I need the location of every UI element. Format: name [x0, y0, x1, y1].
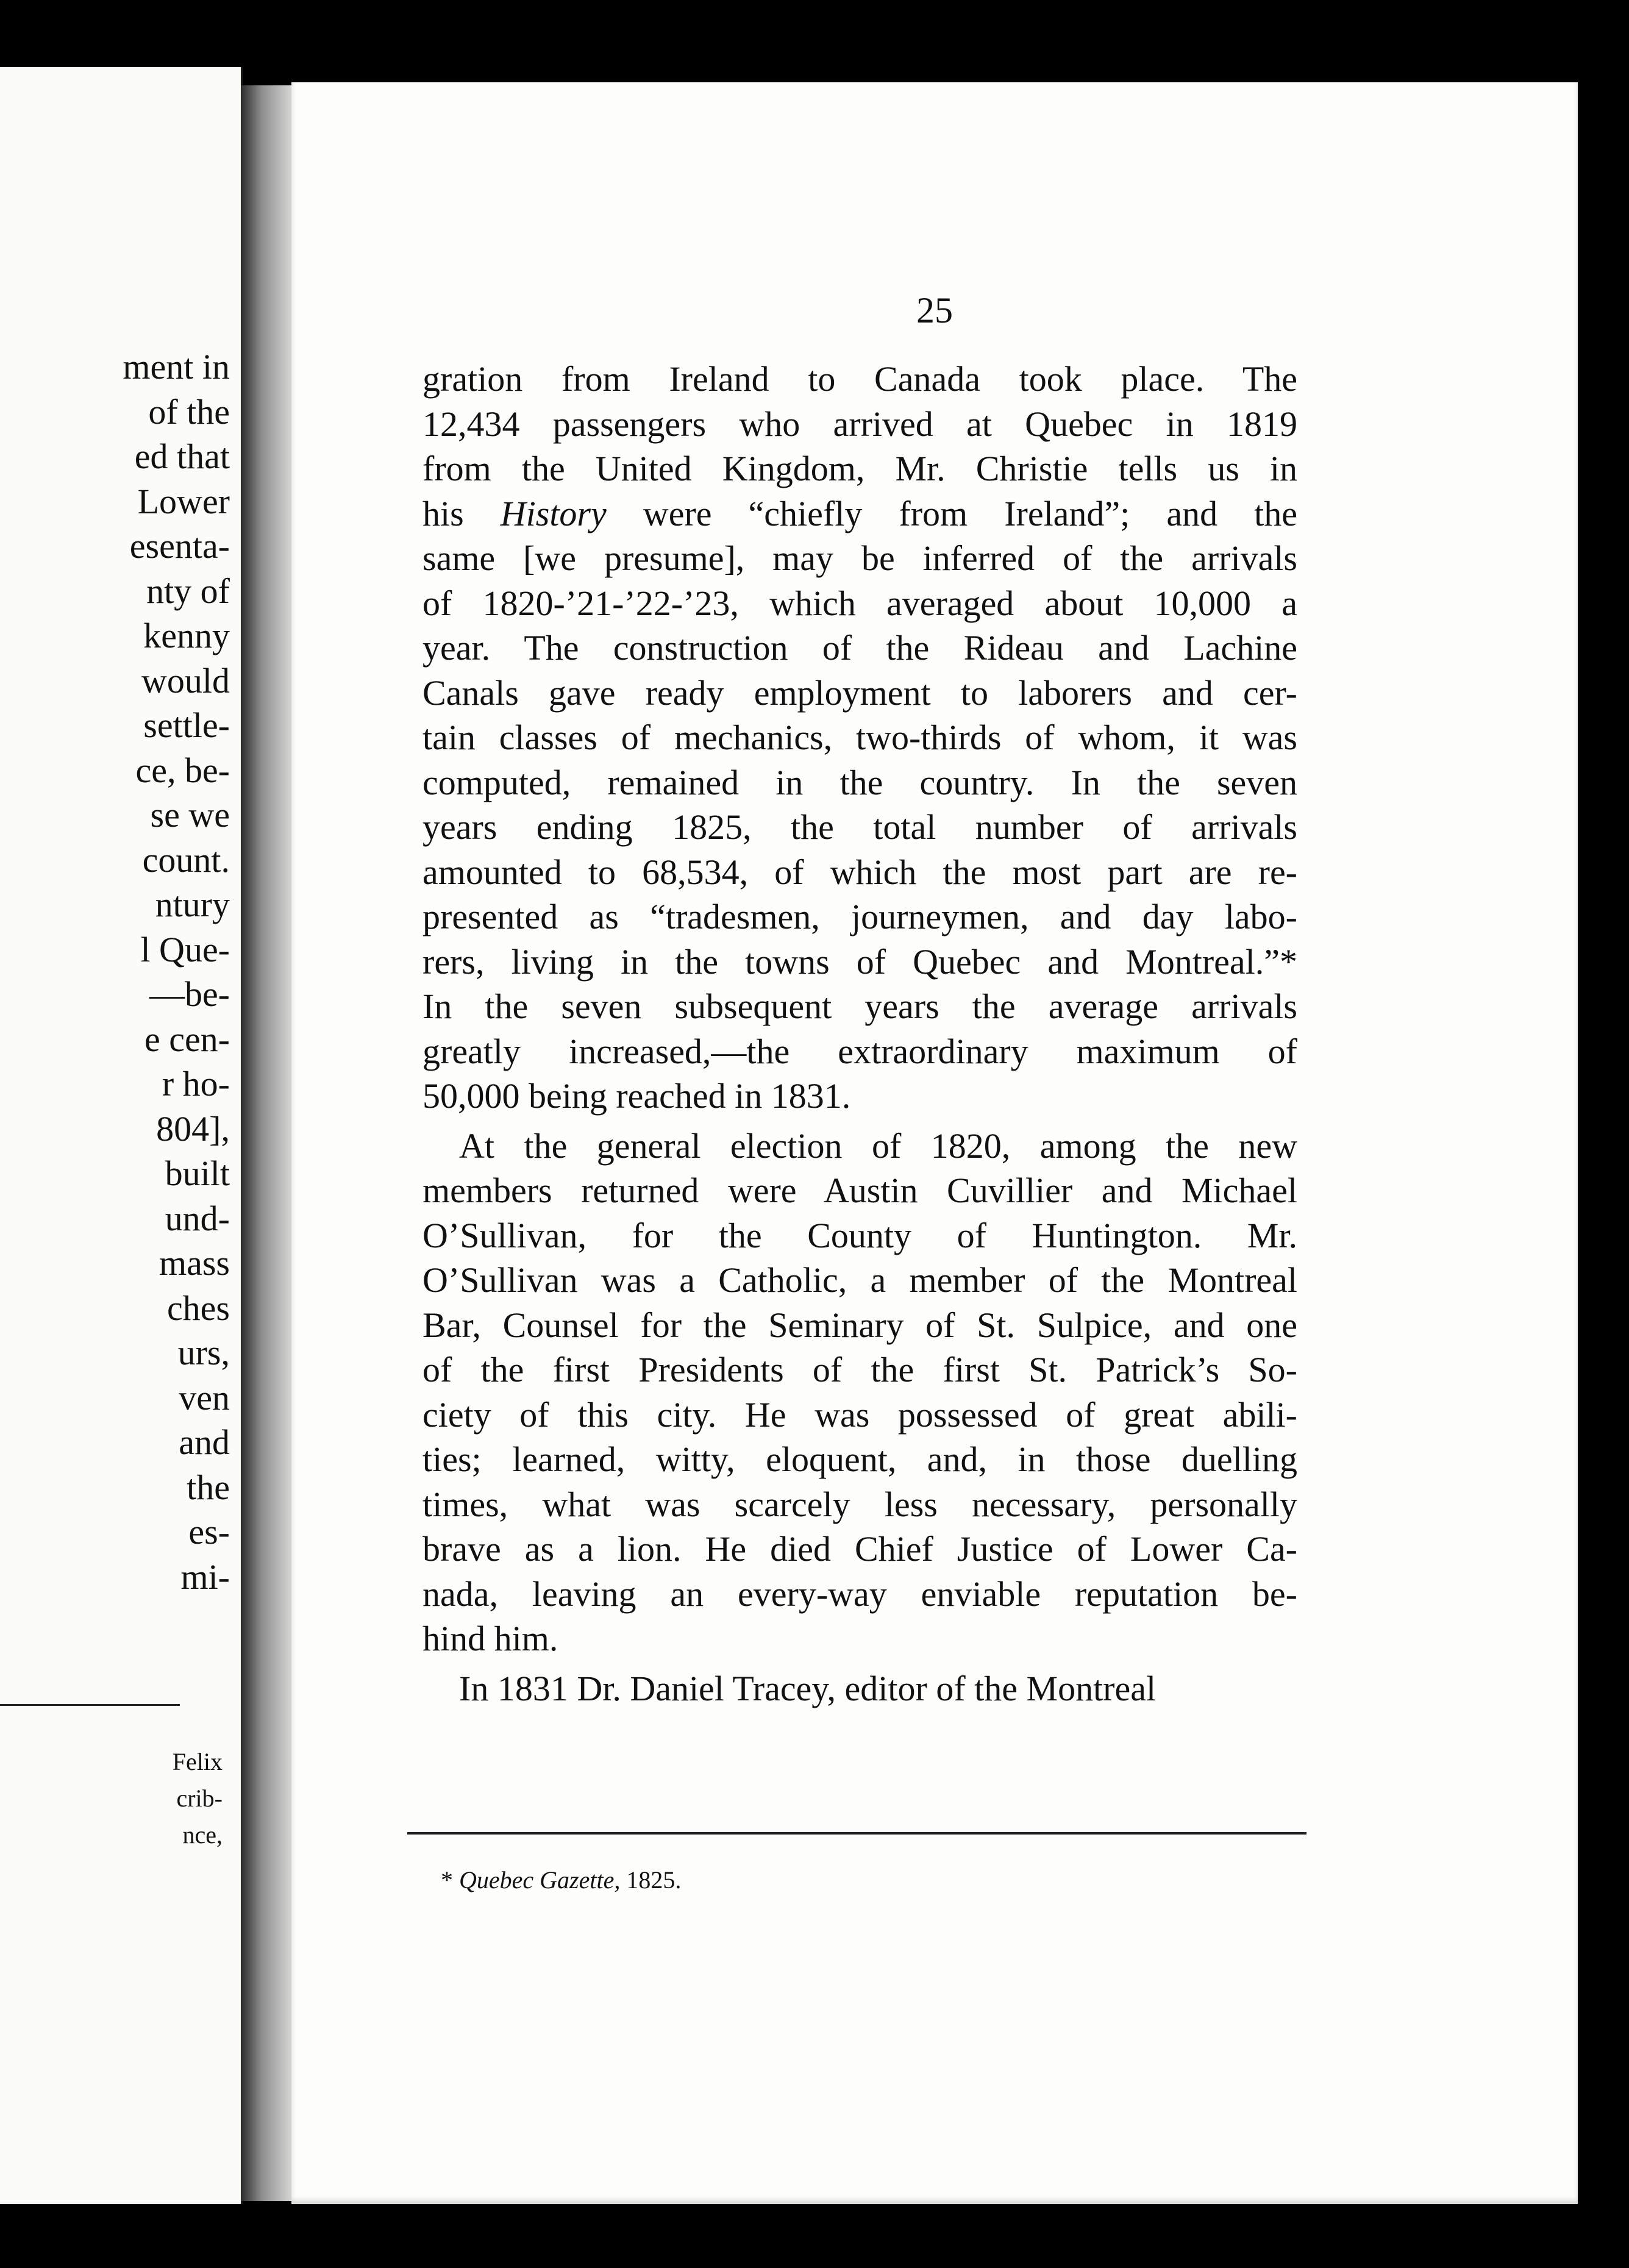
paragraph [422, 1666, 1297, 1711]
page-number: 25 [916, 290, 953, 330]
text-line: computed, remained in the country. In the seven [422, 762, 1297, 802]
text-line: same [we presume], may be inferred of the arrivals [422, 538, 1297, 578]
text-line: rers, living in the towns of Quebec and Montreal.”* [422, 941, 1297, 982]
text-line: 12,434 passengers who arrived at Quebec in 1819 [422, 404, 1297, 444]
previous-page-line: ment in [123, 347, 230, 387]
book-gutter [241, 85, 299, 2201]
text-line: nada, leaving an every-way enviable reputation be- [422, 1574, 1297, 1614]
text-line: O’Sullivan, for the County of Huntington. Mr. [422, 1215, 1297, 1255]
book-page [291, 82, 1578, 2204]
previous-page-line: count. [142, 840, 230, 880]
text-line: members returned were Austin Cuvillier and Michael [422, 1171, 1297, 1210]
previous-page-line: ed that [134, 437, 230, 476]
previous-page-line: of the [148, 391, 230, 432]
previous-page-line: ven [179, 1377, 230, 1417]
previous-page-line: e cen- [144, 1019, 230, 1059]
previous-page-footnote-rule [0, 1704, 180, 1706]
text-line: Bar, Counsel for the Seminary of St. Sulpice, and one [422, 1305, 1297, 1345]
text-line: 50,000 being reached in 1831. [422, 1076, 851, 1116]
footnote-rule [407, 1832, 1306, 1835]
previous-page-line: es- [188, 1512, 230, 1552]
footnote-source: Quebec Gazette, [459, 1866, 621, 1894]
previous-page-line: Lower [137, 481, 230, 521]
body-text [422, 357, 1297, 1711]
previous-page-line: mass [159, 1243, 230, 1283]
text-line: his History were “chiefly from Ireland”; and the [422, 493, 1298, 533]
text-line: greatly increased,—the extraordinary maximum of [422, 1031, 1297, 1071]
previous-page-note-line: crib- [176, 1785, 223, 1812]
footnote-year: 1825. [626, 1866, 682, 1894]
previous-page-line: would [141, 660, 230, 701]
paragraph-gap [422, 1119, 1297, 1124]
previous-page-line: ntury [155, 885, 230, 924]
previous-page-note-line: nce, [182, 1821, 223, 1849]
previous-page-line: mi- [180, 1557, 230, 1597]
paragraph [422, 357, 1297, 1119]
footnote [441, 1866, 681, 1894]
previous-page-line: —be- [149, 974, 230, 1014]
previous-page-line: kenny [143, 616, 230, 655]
previous-page-line: se we [150, 795, 230, 835]
text-line: At the general election of 1820, among the new [459, 1125, 1297, 1166]
previous-page-line: ce, be- [135, 750, 230, 790]
text-line: presented as “tradesmen, journeymen, and day labo- [422, 897, 1297, 936]
previous-page-line: and [179, 1422, 230, 1462]
previous-page-line: esenta- [129, 526, 230, 566]
text-line: of 1820-’21-’22-’23, which averaged about 10,000 a [422, 583, 1297, 623]
previous-page-line: nty of [146, 571, 230, 611]
text-line: year. The construction of the Rideau and Lachine [422, 628, 1297, 668]
text-line: ciety of this city. He was possessed of great abili- [422, 1394, 1297, 1435]
text-line: In 1831 Dr. Daniel Tracey, editor of the Montreal [459, 1668, 1157, 1708]
previous-page [0, 67, 243, 2204]
previous-page-line: urs, [177, 1333, 230, 1372]
previous-page-footnotes [173, 1744, 223, 1853]
text-line: amounted to 68,534, of which the most part are re- [422, 852, 1297, 892]
previous-page-line: l Que- [140, 929, 230, 969]
previous-page-note-line: Felix [172, 1748, 223, 1775]
paragraph-gap [422, 1661, 1297, 1666]
previous-page-line: built [165, 1154, 230, 1193]
previous-page-text [123, 344, 230, 1599]
previous-page-line: r ho- [162, 1064, 230, 1104]
text-line: gration from Ireland to Canada took place. The [422, 359, 1297, 399]
previous-page-line: the [187, 1467, 230, 1507]
text-line: of the first Presidents of the first St. Patrick’s So- [422, 1350, 1297, 1389]
footnote-marker: * [441, 1866, 453, 1894]
text-line: O’Sullivan was a Catholic, a member of the Montreal [422, 1260, 1297, 1300]
previous-page-line: 804], [156, 1108, 230, 1149]
text-line: tain classes of mechanics, two-thirds of whom, it was [422, 718, 1297, 757]
previous-page-line: settle- [143, 705, 230, 745]
text-line: from the United Kingdom, Mr. Christie tells us in [422, 449, 1297, 488]
previous-page-line: und- [165, 1198, 230, 1238]
previous-page-line: ches [166, 1288, 230, 1328]
text-line: years ending 1825, the total number of arrivals [422, 807, 1297, 847]
text-line: times, what was scarcely less necessary, personally [422, 1484, 1297, 1524]
text-line: brave as a lion. He died Chief Justice of Lower Ca- [422, 1529, 1297, 1569]
book-title-history: History [500, 493, 607, 533]
text-line: Canals gave ready employment to laborers and cer- [422, 672, 1297, 713]
text-line: hind him. [422, 1619, 558, 1658]
text-line: In the seven subsequent years the average arrivals [422, 986, 1297, 1026]
text-line: ties; learned, witty, eloquent, and, in those duelling [422, 1439, 1297, 1479]
paragraph [422, 1124, 1297, 1661]
